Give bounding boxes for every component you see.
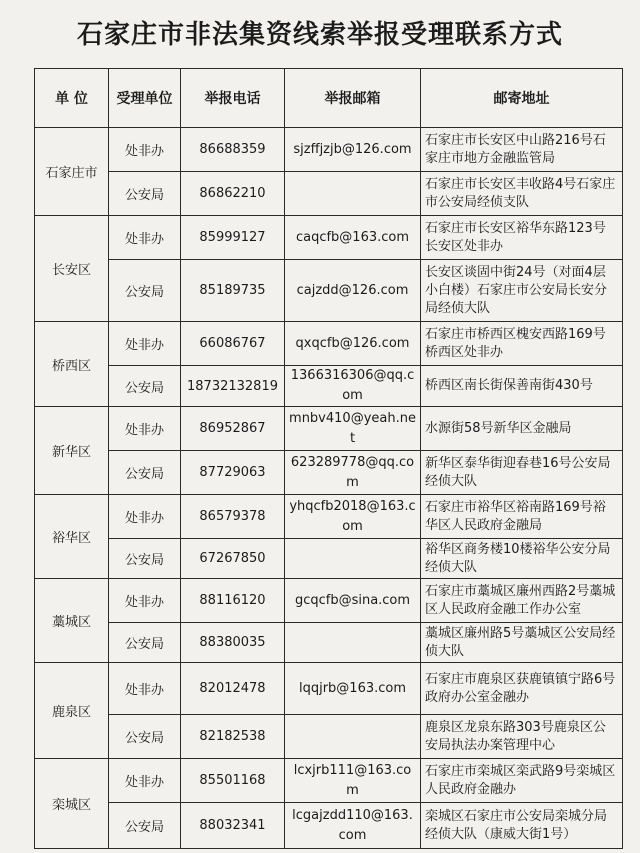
table-row xyxy=(35,172,623,216)
dept-cell: 公安局 xyxy=(109,366,181,407)
unit-cell: 裕华区 xyxy=(35,495,109,579)
phone-cell: 18732132819 xyxy=(181,366,285,407)
unit-cell: 石家庄市 xyxy=(35,128,109,216)
table-row xyxy=(35,407,623,451)
phone-cell: 85189735 xyxy=(181,260,285,322)
email-cell xyxy=(285,715,421,759)
unit-cell: 新华区 xyxy=(35,407,109,495)
phone-cell: 88032341 xyxy=(181,803,285,849)
address-cell: 石家庄市长安区中山路216号石家庄市地方金融监管局 xyxy=(421,128,623,172)
dept-cell: 公安局 xyxy=(109,803,181,849)
table-row xyxy=(35,715,623,759)
email-cell xyxy=(285,539,421,579)
phone-cell: 86862210 xyxy=(181,172,285,216)
table-row xyxy=(35,539,623,579)
unit-cell: 栾城区 xyxy=(35,759,109,849)
email-cell: lcgajzdd110@163.com xyxy=(285,803,421,849)
address-cell: 藁城区廉州路5号藁城区公安局经侦大队 xyxy=(421,623,623,663)
address-cell: 水源街58号新华区金融局 xyxy=(421,407,623,451)
unit-cell: 鹿泉区 xyxy=(35,663,109,759)
address-cell: 桥西区南长街保善南街430号 xyxy=(421,366,623,407)
email-cell xyxy=(285,623,421,663)
address-cell: 石家庄市桥西区槐安西路169号桥西区处非办 xyxy=(421,322,623,366)
address-cell: 裕华区商务楼10楼裕华公安分局经侦大队 xyxy=(421,539,623,579)
unit-cell: 桥西区 xyxy=(35,322,109,407)
table-row xyxy=(35,579,623,623)
address-cell: 栾城区石家庄市公安局栾城分局经侦大队（康威大街1号） xyxy=(421,803,623,849)
address-cell: 石家庄市栾城区栾武路9号栾城区人民政府金融办 xyxy=(421,759,623,803)
page-title: 石家庄市非法集资线索举报受理联系方式 xyxy=(76,20,563,50)
table-row xyxy=(35,216,623,260)
address-cell: 石家庄市长安区裕华东路123号长安区处非办 xyxy=(421,216,623,260)
phone-cell: 86579378 xyxy=(181,495,285,539)
phone-cell: 88380035 xyxy=(181,623,285,663)
phone-cell: 82182538 xyxy=(181,715,285,759)
header-phone: 举报电话 xyxy=(181,69,285,128)
header-address: 邮寄地址 xyxy=(421,69,623,128)
table-row xyxy=(35,128,623,172)
email-cell: cajzdd@126.com xyxy=(285,260,421,322)
table-row xyxy=(35,451,623,495)
address-cell: 石家庄市裕华区裕南路169号裕华区人民政府金融局 xyxy=(421,495,623,539)
address-cell: 石家庄市长安区丰收路4号石家庄市公安局经侦支队 xyxy=(421,172,623,216)
table-row xyxy=(35,623,623,663)
dept-cell: 处非办 xyxy=(109,407,181,451)
email-cell: 623289778@qq.com xyxy=(285,451,421,495)
phone-cell: 85999127 xyxy=(181,216,285,260)
table-row xyxy=(35,366,623,407)
dept-cell: 处非办 xyxy=(109,216,181,260)
header-row xyxy=(35,69,623,128)
dept-cell: 公安局 xyxy=(109,260,181,322)
table-row xyxy=(35,495,623,539)
table-row xyxy=(35,322,623,366)
email-cell: sjzffjzjb@126.com xyxy=(285,128,421,172)
address-cell: 鹿泉区龙泉东路303号鹿泉区公安局执法办案管理中心 xyxy=(421,715,623,759)
dept-cell: 处非办 xyxy=(109,663,181,715)
header-email: 举报邮箱 xyxy=(285,69,421,128)
dept-cell: 处非办 xyxy=(109,495,181,539)
email-cell: qxqcfb@126.com xyxy=(285,322,421,366)
phone-cell: 86952867 xyxy=(181,407,285,451)
address-cell: 新华区泰华街迎春巷16号公安局经侦大队 xyxy=(421,451,623,495)
phone-cell: 88116120 xyxy=(181,579,285,623)
dept-cell: 公安局 xyxy=(109,172,181,216)
phone-cell: 85501168 xyxy=(181,759,285,803)
phone-cell: 86688359 xyxy=(181,128,285,172)
phone-cell: 66086767 xyxy=(181,322,285,366)
dept-cell: 处非办 xyxy=(109,128,181,172)
contact-table xyxy=(34,68,623,849)
email-cell: lcxjrb111@163.com xyxy=(285,759,421,803)
address-cell: 石家庄市鹿泉区获鹿镇镇宁路6号政府办公室金融办 xyxy=(421,663,623,715)
unit-cell: 藁城区 xyxy=(35,579,109,663)
dept-cell: 处非办 xyxy=(109,579,181,623)
address-cell: 石家庄市藁城区廉州西路2号藁城区人民政府金融工作办公室 xyxy=(421,579,623,623)
email-cell: mnbv410@yeah.net xyxy=(285,407,421,451)
table-row xyxy=(35,663,623,715)
email-cell: gcqcfb@sina.com xyxy=(285,579,421,623)
phone-cell: 87729063 xyxy=(181,451,285,495)
dept-cell: 公安局 xyxy=(109,451,181,495)
header-dept: 受理单位 xyxy=(109,69,181,128)
dept-cell: 公安局 xyxy=(109,715,181,759)
phone-cell: 82012478 xyxy=(181,663,285,715)
table-row xyxy=(35,260,623,322)
email-cell: 1366316306@qq.com xyxy=(285,366,421,407)
dept-cell: 公安局 xyxy=(109,623,181,663)
table-row xyxy=(35,803,623,849)
address-cell: 长安区谈固中街24号（对面4层小白楼）石家庄市公安局长安分局经侦大队 xyxy=(421,260,623,322)
unit-cell: 长安区 xyxy=(35,216,109,322)
phone-cell: 67267850 xyxy=(181,539,285,579)
dept-cell: 处非办 xyxy=(109,322,181,366)
email-cell: yhqcfb2018@163.com xyxy=(285,495,421,539)
table-row xyxy=(35,759,623,803)
email-cell xyxy=(285,172,421,216)
dept-cell: 公安局 xyxy=(109,539,181,579)
email-cell: lqqjrb@163.com xyxy=(285,663,421,715)
email-cell: caqcfb@163.com xyxy=(285,216,421,260)
header-unit: 单 位 xyxy=(35,69,109,128)
dept-cell: 处非办 xyxy=(109,759,181,803)
